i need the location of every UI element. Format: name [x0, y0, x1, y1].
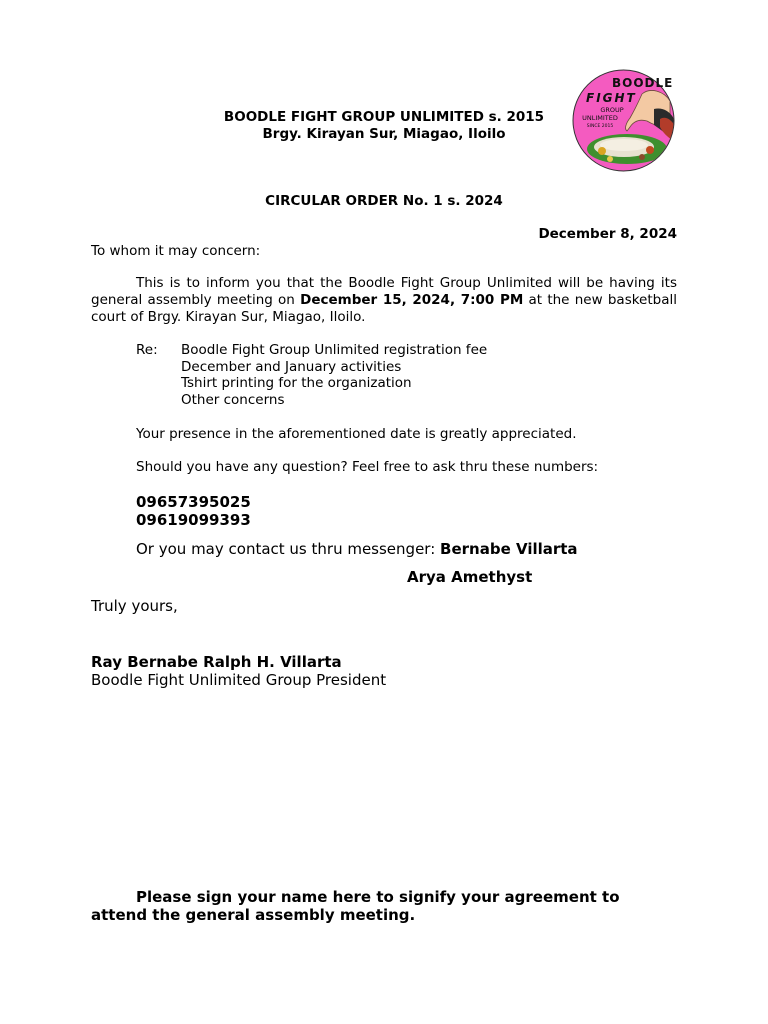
- organization-name: BOODLE FIGHT GROUP UNLIMITED s. 2015: [223, 109, 545, 125]
- signatory-title: Boodle Fight Unlimited Group President: [91, 671, 387, 689]
- intro-paragraph: [91, 275, 677, 326]
- sign-note-text: Please sign your name here to signify your agreement to attend the general assembly meeting.: [91, 888, 620, 924]
- salutation: To whom it may concern:: [91, 243, 261, 259]
- messenger-line: [136, 540, 578, 558]
- organization-address: Brgy. Kirayan Sur, Miagao, Iloilo: [262, 126, 506, 142]
- intro-text-end: at the new basketball court of Brgy. Kirayan Sur, Miagao, Iloilo.: [91, 292, 678, 325]
- circular-order-title: CIRCULAR ORDER No. 1 s. 2024: [265, 193, 503, 209]
- organization-logo: [572, 69, 675, 172]
- boodle-fight-logo-icon: [572, 69, 675, 172]
- agenda-item: Boodle Fight Group Unlimited registration fee: [181, 342, 488, 358]
- intro-text-start: This is to inform you that the Boodle Fight Group Unlimited will be having its general assembly meeting on: [91, 275, 677, 308]
- messenger-contact-2: Arya Amethyst: [407, 568, 533, 586]
- signatory-name: Ray Bernabe Ralph H. Villarta: [91, 653, 342, 671]
- contact-phone-1: 09657395025: [136, 493, 251, 511]
- re-label: Re:: [136, 342, 158, 358]
- messenger-contact-1: Bernabe Villarta: [440, 540, 578, 558]
- logo-text-group: GROUP: [600, 106, 624, 114]
- logo-text-unlimited: UNLIMITED: [582, 114, 618, 122]
- agenda-list: [181, 342, 487, 409]
- meeting-datetime: December 15, 2024, 7:00 PM: [300, 292, 524, 308]
- agenda-item: Other concerns: [181, 392, 285, 409]
- messenger-prefix: Or you may contact us thru messenger:: [136, 540, 441, 558]
- contact-phone-2: 09619099393: [136, 511, 251, 529]
- logo-text-since: SINCE 2015: [586, 124, 614, 129]
- agenda-item: December and January activities: [181, 358, 402, 375]
- letter-date: December 8, 2024: [538, 226, 677, 242]
- agenda-item: Tshirt printing for the organization: [181, 375, 412, 392]
- sign-agreement-note: [91, 888, 651, 924]
- presence-note: Your presence in the aforementioned date is greatly appreciated.: [136, 426, 577, 442]
- closing-text: Truly yours,: [91, 597, 178, 615]
- logo-text-boodle: BOODLE: [612, 76, 674, 90]
- logo-text-fight: FIGHT: [586, 91, 637, 105]
- question-note: Should you have any question? Feel free to ask thru these numbers:: [136, 459, 599, 475]
